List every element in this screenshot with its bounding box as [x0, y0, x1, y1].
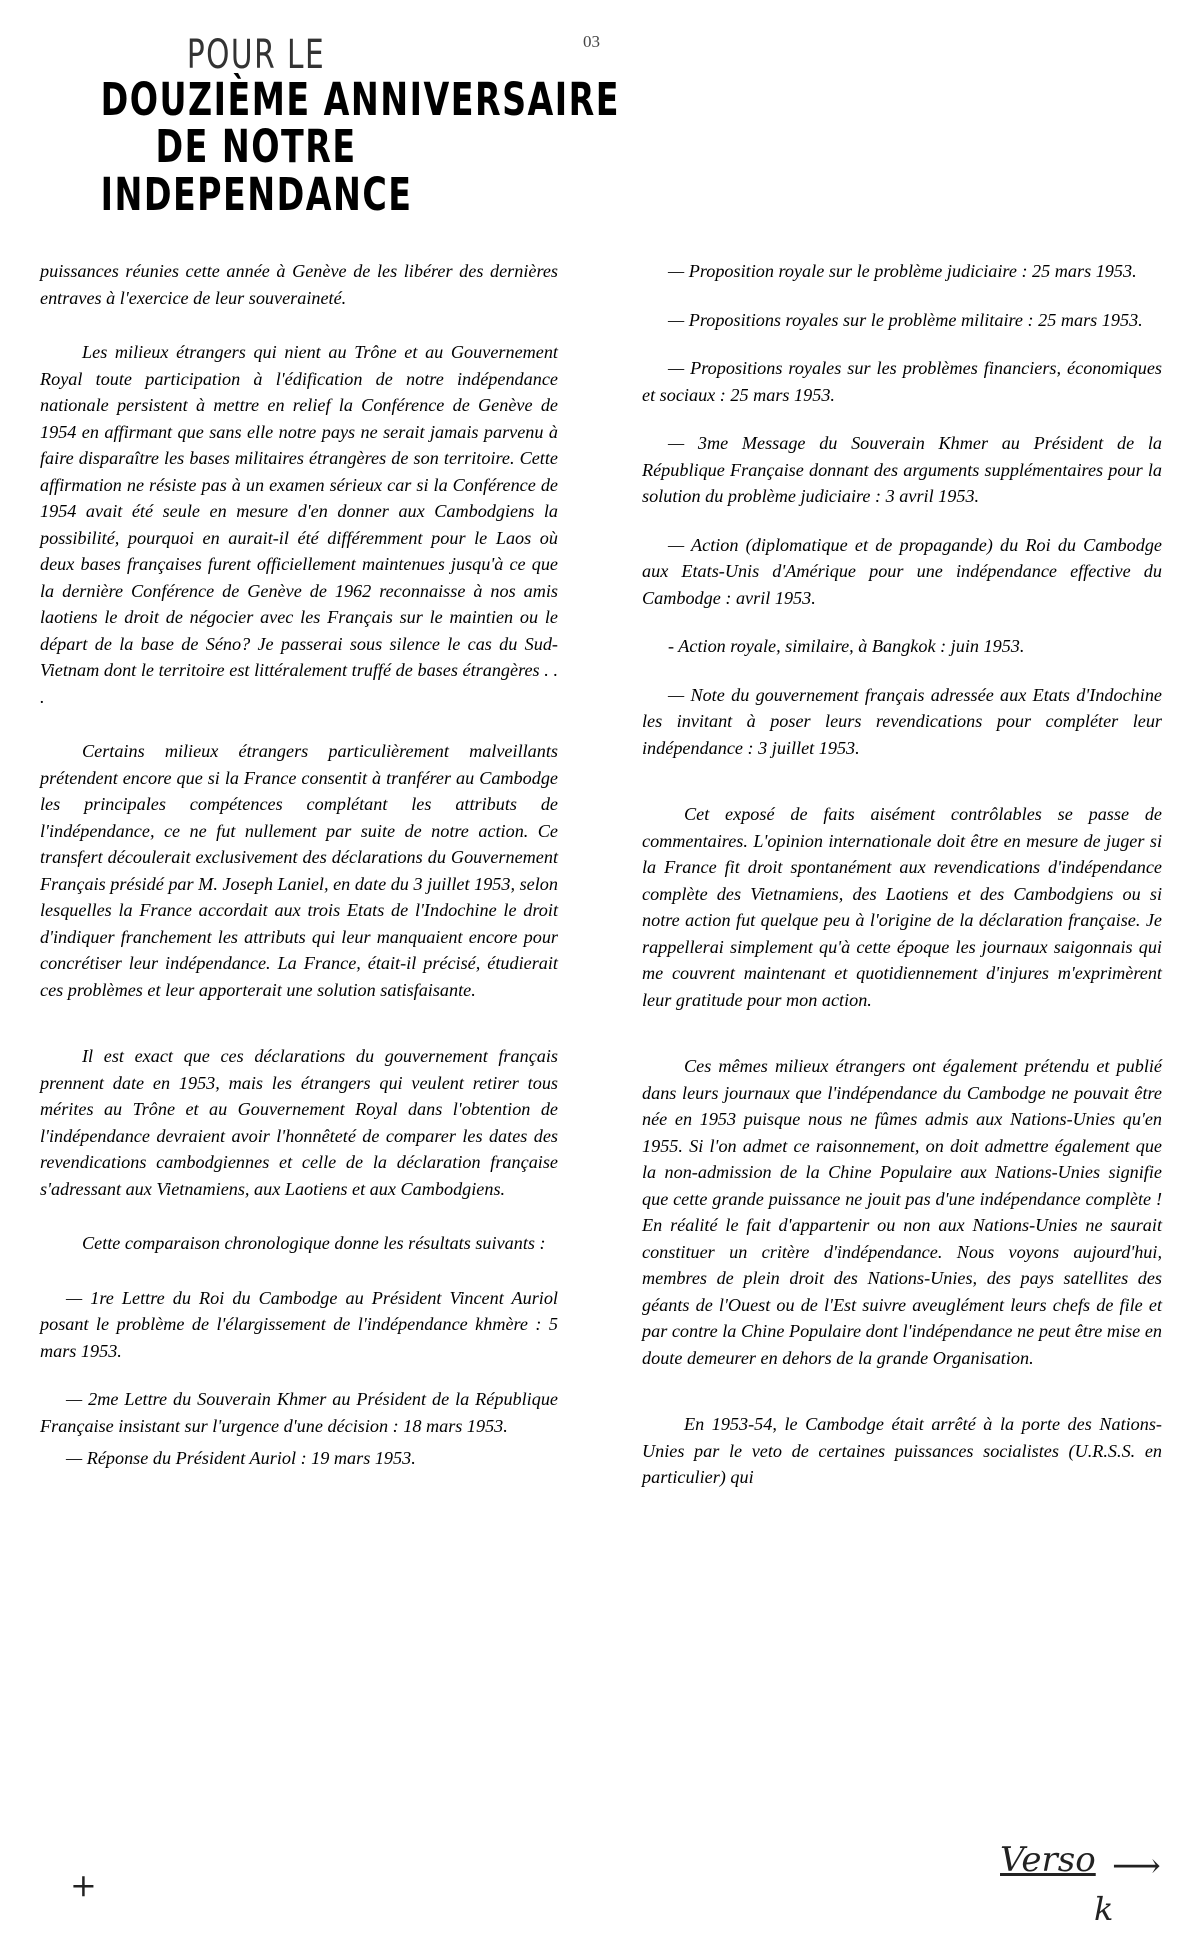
- paragraph: puissances réunies cette année à Genève de les libérer des dernières entraves à l'exercice de leur souveraineté.: [40, 261, 558, 308]
- list-item: — 3me Message du Souverain Khmer au Président de la République Française donnant des arguments supplémentaires pour la solution du problème judiciaire : 3 avril 1953.: [642, 433, 1162, 506]
- list-item: — 1re Lettre du Roi du Cambodge au Président Vincent Auriol posant le problème de l'élargissement de l'indépendance khmère : 5 mars 1953.: [40, 1287, 558, 1361]
- paragraph: En 1953-54, le Cambodge était arrêté à la porte des Nations-Unies par le veto de certaines puissances socialistes (U.R.S.S. en particulier) qui: [642, 1414, 1162, 1487]
- title-line-4: INDEPENDANCE: [100, 167, 413, 221]
- list-item: - Action royale, similaire, à Bangkok : juin 1953.: [668, 636, 1025, 656]
- list-item: — Action (diplomatique et de propagande) du Roi du Cambodge aux Etats-Unis d'Amérique pour une indépendance effective du Cambodge : avril 1953.: [642, 534, 1162, 608]
- left-column: [40, 258, 558, 1494]
- handwritten-verso: Verso: [1000, 1840, 1096, 1880]
- paragraph: Certains milieux étrangers particulièrement malveillants prétendent encore que si la France consentit à tranférer au Cambodge les principales compétences complétant les attributs de l'indépendance, ce ne fut nullement par suite de notre action. Ce transfert découlerait exclusivement des déclarations du Gouvernement Français présidé par M. Joseph Laniel, en date du 3 juillet 1953, selon lesquelles la France accordait aux trois Etats de l'Indochine le droit d'indiquer franchement les attributs qui leur manquaient encore pour concrétiser leur indépendance. La France, était-il précisé, étudierait ces problèmes et leur apporterait une solution satisfaisante.: [40, 741, 558, 1000]
- page-number: 03: [583, 32, 600, 51]
- right-column: [642, 258, 1162, 1519]
- paragraph: Les milieux étrangers qui nient au Trône et au Gouvernement Royal toute participation à l'édification de notre indépendance nationale persistent à mettre en relief la Conférence de Genève de 1954 en affirmant que sans elle notre pays ne serait jamais parvenu à faire disparaître les bases militaires étrangères de son territoire. Cette affirmation ne résiste pas à un examen sérieux car si la Conférence de 1954 avait été seule en mesure d'en donner aux Cambodgiens la possibilité, pourquoi en aurait-il été différemment pour le Laos où deux bases françaises furent officiellement maintenues jusqu'à ce que la dernière Conférence de Genève de 1962 reconnaisse à nos amis laotiens le droit de négocier avec les Français sur le maintien ou le départ de la base de Séno? Je passerai sous silence le cas du Sud-Vietnam dont le territoire est littéralement truffé de bases étrangères . . .: [40, 342, 558, 707]
- paragraph: Cet exposé de faits aisément contrôlables se passe de commentaires. L'opinion internationale doit être en mesure de juger si la France fit droit spontanément aux revendications d'indépendance complète des Vietnamiens, des Laotiens et des Cambodgiens ou si notre action fut quelque peu à l'origine de la déclaration française. Je rappellerai simplement qu'à cette époque les journaux saigonnais qui me couvrent maintenant et quotidiennement d'injures m'exprimèrent leur gratitude pour mon action.: [642, 804, 1162, 1010]
- title-line-1: POUR LE: [186, 32, 326, 78]
- title-line-2: DOUZIÈME ANNIVERSAIRE: [100, 73, 621, 126]
- list-item: — Note du gouvernement français adressée aux Etats d'Indochine les invitant à poser leurs revendications pour compléter leur indépendance : 3 juillet 1953.: [642, 684, 1162, 758]
- list-item: — Proposition royale sur le problème judiciaire : 25 mars 1953.: [668, 261, 1137, 281]
- handwritten-corner-mark: k: [1094, 1890, 1114, 1928]
- title-line-3: DE NOTRE: [155, 120, 357, 174]
- handwritten-mark: +: [70, 1866, 97, 1904]
- list-item: — Propositions royales sur le problème militaire : 25 mars 1953.: [668, 309, 1143, 330]
- list-item: — Propositions royales sur les problèmes financiers, économiques et sociaux : 25 mars 1953.: [642, 358, 1162, 405]
- list-item: — 2me Lettre du Souverain Khmer au Président de la République Française insistant sur l'urgence d'une décision : 18 mars 1953.: [40, 1389, 558, 1436]
- paragraph: Cette comparaison chronologique donne les résultats suivants :: [82, 1233, 546, 1253]
- paragraph: Il est exact que ces déclarations du gouvernement français prennent date en 1953, mais les étrangers qui veulent retirer tous mérites au Trône et au Gouvernement Royal dans l'obtention de l'indépendance devraient avoir l'honnêteté de comparer les dates des revendications cambodgiennes et celle de la déclaration française s'adressant aux Vietnamiens, aux Laotiens et aux Cambodgiens.: [40, 1046, 558, 1199]
- list-item: — Réponse du Président Auriol : 19 mars 1953.: [66, 1448, 416, 1468]
- arrow-icon: ⟶: [1112, 1846, 1161, 1886]
- paragraph: Ces mêmes milieux étrangers ont également prétendu et publié dans leurs journaux que l'indépendance du Cambodge ne pouvait être née en 1953 puisque nous ne fûmes admis aux Nations-Unies qu'en 1955. Si l'on admet ce raisonnement, on doit admettre également que la non-admission de la Chine Populaire aux Nations-Unies signifie que cette grande puissance ne jouit pas d'une indépendance complète ! En réalité le fait d'appartenir ou non aux Nations-Unies ne saurait constituer un critère d'indépendance. Nous voyons aujourd'hui, membres de plein droit des Nations-Unies, des pays satellites des géants de l'Ouest ou de l'Est suivre aveuglément leurs chefs de file et par contre la Chine Populaire dont l'indépendance ne peut être mise en doute demeurer en dehors de la grande Organisation.: [642, 1056, 1162, 1368]
